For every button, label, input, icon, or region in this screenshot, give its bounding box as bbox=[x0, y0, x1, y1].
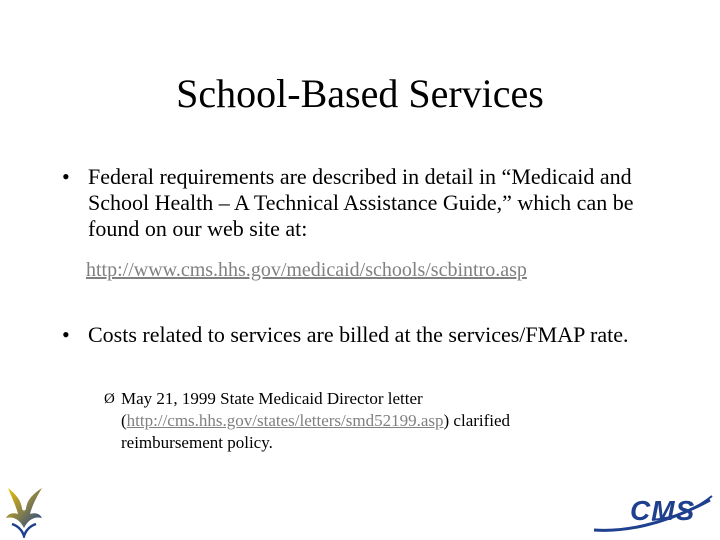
bullet-text: Federal requirements are described in detail in “Medicaid and School Health – A Technical Assistance Guide,” which can be found on our web site at: bbox=[88, 164, 634, 241]
smd-letter-link[interactable]: http://cms.hhs.gov/states/letters/smd52199.asp bbox=[126, 411, 444, 430]
slide-title: School-Based Services bbox=[176, 71, 544, 116]
cms-logo bbox=[592, 490, 714, 536]
sub-bullet-text-before: May 21, 1999 State Medicaid Director letter ( bbox=[121, 389, 423, 430]
sub-bullet-text-after: ) clarified reimbursement policy. bbox=[121, 411, 511, 452]
bullet-federal-requirements bbox=[62, 164, 662, 242]
bullet-text: Costs related to services are billed at the services/FMAP rate. bbox=[88, 322, 629, 347]
bullet-costs bbox=[62, 322, 662, 348]
bullet-marker: • bbox=[62, 164, 70, 189]
bullet-marker: • bbox=[62, 322, 70, 347]
medicaid-schools-link[interactable]: http://www.cms.hhs.gov/medicaid/schools/scbintro.asp bbox=[86, 259, 527, 281]
sub-bullet-text bbox=[121, 388, 604, 454]
cms-logo-text: CMS bbox=[630, 495, 696, 526]
hhs-eagle-logo-icon bbox=[2, 484, 46, 538]
arrow-bullet-icon: Ø bbox=[104, 391, 115, 407]
sub-bullet-smd-letter bbox=[104, 388, 604, 454]
